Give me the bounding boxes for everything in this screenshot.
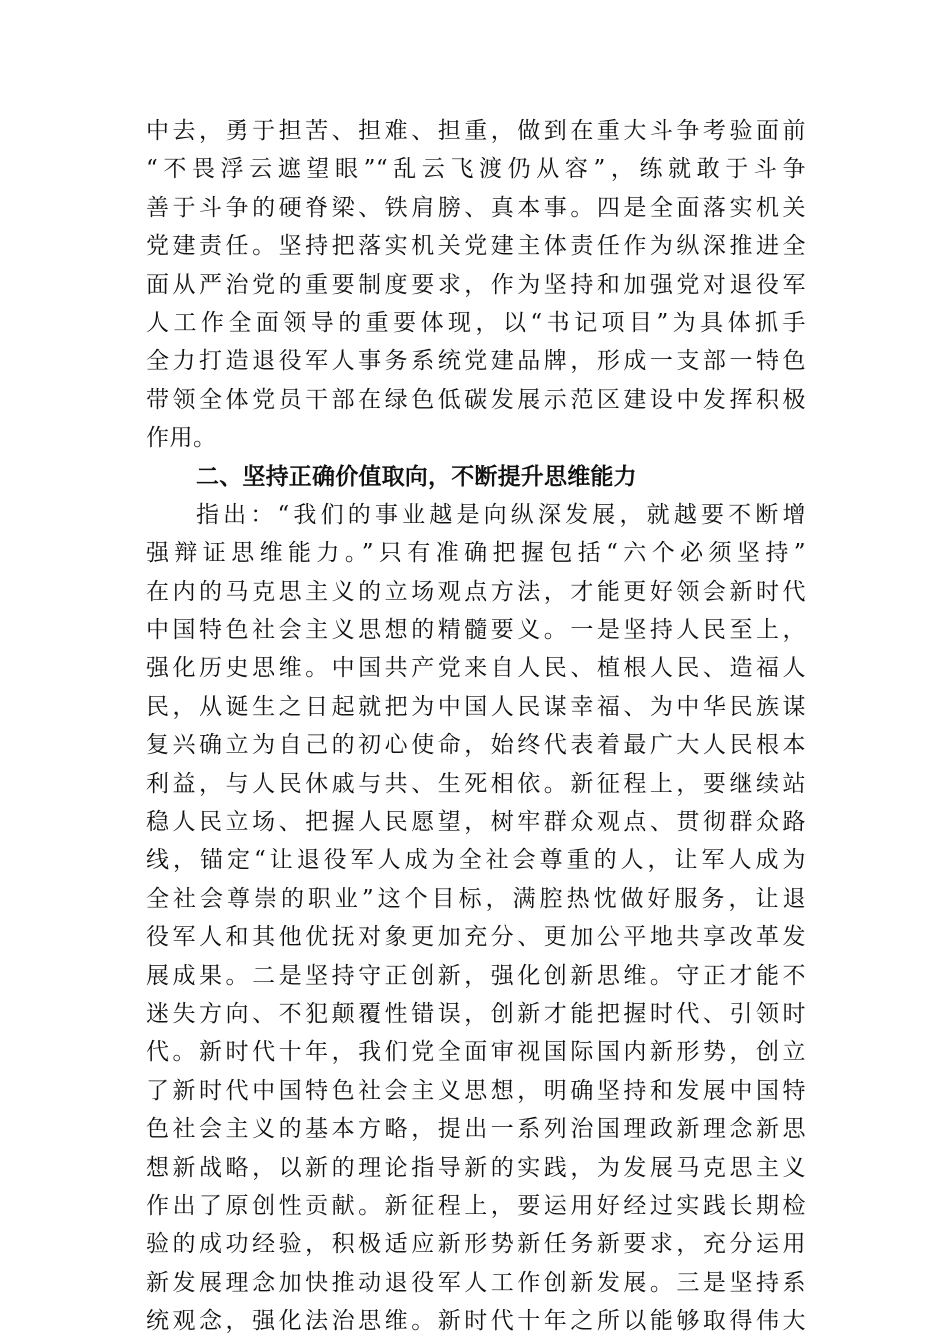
text-line: 复兴确立为自己的初心使命，始终代表着最广大人民根本 <box>146 732 806 759</box>
text-line: 强辩证思维能力。”只有准确把握包括“六个必须坚持” <box>146 540 806 567</box>
text-line: 民，从诞生之日起就把为中国人民谋幸福、为中华民族谋 <box>146 693 806 720</box>
text-line: 强化历史思维。中国共产党来自人民、植根人民、造福人 <box>146 655 806 682</box>
body-text <box>146 112 806 1341</box>
section-heading: 二、坚持正确价值取向，不断提升思维能力 <box>196 463 637 490</box>
text-line: 展成果。二是坚持守正创新，强化创新思维。守正才能不 <box>146 962 806 989</box>
text-line: 全力打造退役军人事务系统党建品牌，形成一支部一特色 <box>146 348 806 375</box>
text-line: 代。新时代十年，我们党全面审视国际国内新形势，创立 <box>146 1039 806 1066</box>
text-line: 善于斗争的硬脊梁、铁肩膀、真本事。四是全面落实机关 <box>146 194 806 221</box>
text-line: 中去，勇于担苦、担难、担重，做到在重大斗争考验面前 <box>146 118 806 144</box>
text-line: 役军人和其他优抚对象更加充分、更加公平地共享改革发 <box>146 924 806 951</box>
text-line: 在内的马克思主义的立场观点方法，才能更好领会新时代 <box>146 578 806 605</box>
text-line: 稳人民立场、把握人民愿望，树牢群众观点、贯彻群众路 <box>146 809 806 836</box>
text-line: 作用。 <box>146 425 217 452</box>
text-line: 全社会尊崇的职业”这个目标，满腔热忱做好服务，让退 <box>146 885 806 912</box>
text-line: 验的成功经验，积极适应新形势新任务新要求，充分运用 <box>146 1231 806 1258</box>
text-line: 人工作全面领导的重要体现，以“书记项目”为具体抓手 <box>146 309 806 336</box>
text-line: 线，锚定“让退役军人成为全社会尊重的人，让军人成为 <box>146 847 806 874</box>
text-line: 指出：“我们的事业越是向纵深发展，就越要不断增 <box>196 501 806 528</box>
text-line: 色社会主义的基本方略，提出一系列治国理政新理念新思 <box>146 1116 806 1143</box>
text-line: 统观念，强化法治思维。新时代十年之所以能够取得伟大 <box>146 1308 806 1335</box>
text-line: 中国特色社会主义思想的精髓要义。一是坚持人民至上， <box>146 617 806 644</box>
text-line: 面从严治党的重要制度要求，作为坚持和加强党对退役军 <box>146 271 806 298</box>
text-line: “不畏浮云遮望眼”“乱云飞渡仍从容”，练就敢于斗争 <box>146 156 806 183</box>
text-line: 带领全体党员干部在绿色低碳发展示范区建设中发挥积极 <box>146 386 806 413</box>
text-line: 想新战略，以新的理论指导新的实践，为发展马克思主义 <box>146 1154 806 1181</box>
text-line: 党建责任。坚持把落实机关党建主体责任作为纵深推进全 <box>146 233 806 260</box>
text-line: 利益，与人民休戚与共、生死相依。新征程上，要继续站 <box>146 770 806 797</box>
text-line: 了新时代中国特色社会主义思想，明确坚持和发展中国特 <box>146 1077 806 1104</box>
text-line: 新发展理念加快推动退役军人工作创新发展。三是坚持系 <box>146 1269 806 1296</box>
text-line: 作出了原创性贡献。新征程上，要运用好经过实践长期检 <box>146 1192 806 1219</box>
text-line: 迷失方向、不犯颠覆性错误，创新才能把握时代、引领时 <box>146 1000 806 1027</box>
